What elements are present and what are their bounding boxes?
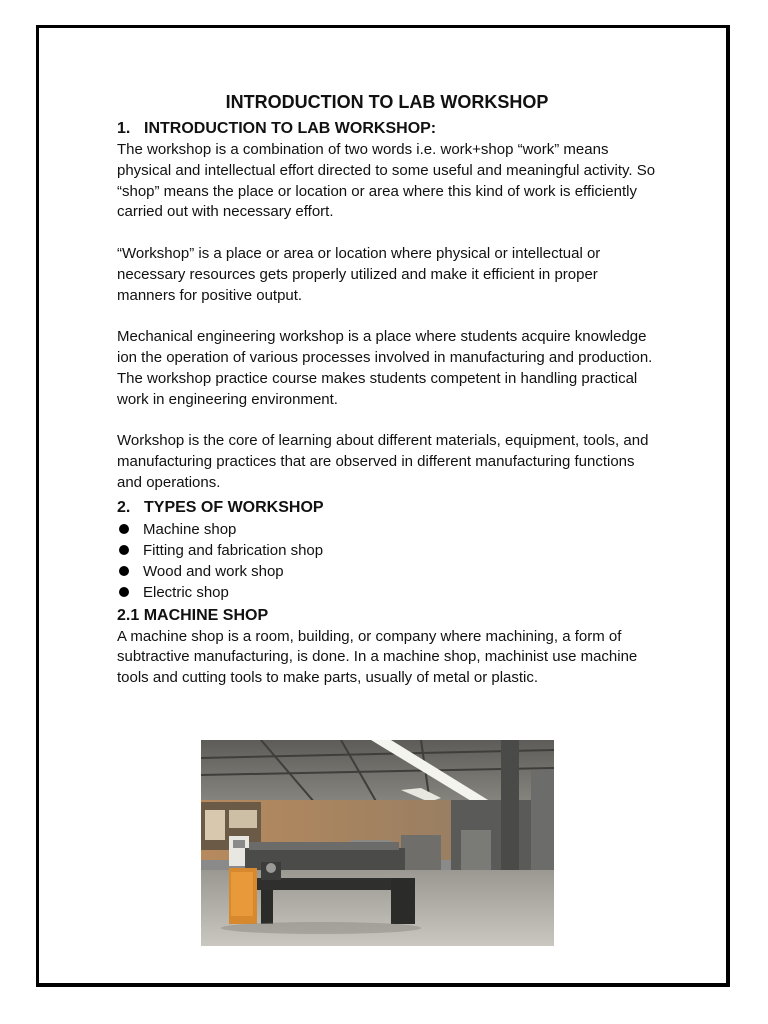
paragraph-workshop-core: Workshop is the core of learning about different materials, equipment, tools, and manufacturing practices that are observed in different manufacturing functions and operations. — [117, 432, 649, 491]
list-item — [117, 540, 657, 561]
bullet-icon — [119, 545, 129, 555]
document-title: INTRODUCTION TO LAB WORKSHOP — [225, 92, 549, 112]
paragraph-spacer — [117, 410, 657, 431]
section-1-number: 1. — [117, 120, 131, 137]
list-item-label: Machine shop — [143, 520, 237, 538]
section-1-heading — [117, 118, 657, 140]
list-item — [117, 582, 657, 603]
paragraph-workshop-definition: The workshop is a combination of two words i.e. work+shop “work” means physical and intellectual effort directed to some useful and meaningful activity. So “shop” means the place or location or area where this kind of work is efficiently carried out with necessary effort. — [117, 141, 656, 221]
section-2-heading — [117, 497, 657, 519]
list-item — [117, 519, 657, 540]
list-item-label: Electric shop — [143, 583, 229, 601]
paragraph-machine-shop: A machine shop is a room, building, or company where machining, a form of subtractive manufacturing, is done. In a machine shop, machinist use machine tools and cutting tools to make parts, usually of metal or plastic. — [117, 627, 638, 687]
section-2-number: 2. — [117, 498, 131, 516]
list-item-label: Wood and work shop — [143, 562, 284, 580]
section-2-1-heading: 2.1 MACHINE SHOP — [117, 606, 269, 624]
list-item — [117, 561, 657, 582]
bullet-icon — [119, 587, 129, 597]
paragraph-spacer — [117, 306, 657, 327]
paragraph-spacer — [117, 223, 657, 244]
section-2-title: TYPES OF WORKSHOP — [144, 498, 324, 516]
list-item-label: Fitting and fabrication shop — [143, 541, 324, 559]
bullet-icon — [119, 524, 129, 534]
paragraph-mechanical-workshop: Mechanical engineering workshop is a place where students acquire knowledge ion the operation of various processes involved in manufacturing and production. The workshop practice course makes students competent in handling practical work in engineering environment. — [117, 328, 653, 408]
section-1-title: INTRODUCTION TO LAB WORKSHOP: — [144, 120, 437, 137]
bullet-icon — [119, 566, 129, 576]
workshop-types-list — [117, 519, 657, 603]
paragraph-workshop-place: “Workshop” is a place or area or location where physical or intellectual or necessary resources gets properly utilized and make it efficient in proper manners for positive output. — [117, 244, 601, 304]
document-body — [117, 90, 657, 689]
machine-shop-photo-icon — [201, 740, 554, 946]
